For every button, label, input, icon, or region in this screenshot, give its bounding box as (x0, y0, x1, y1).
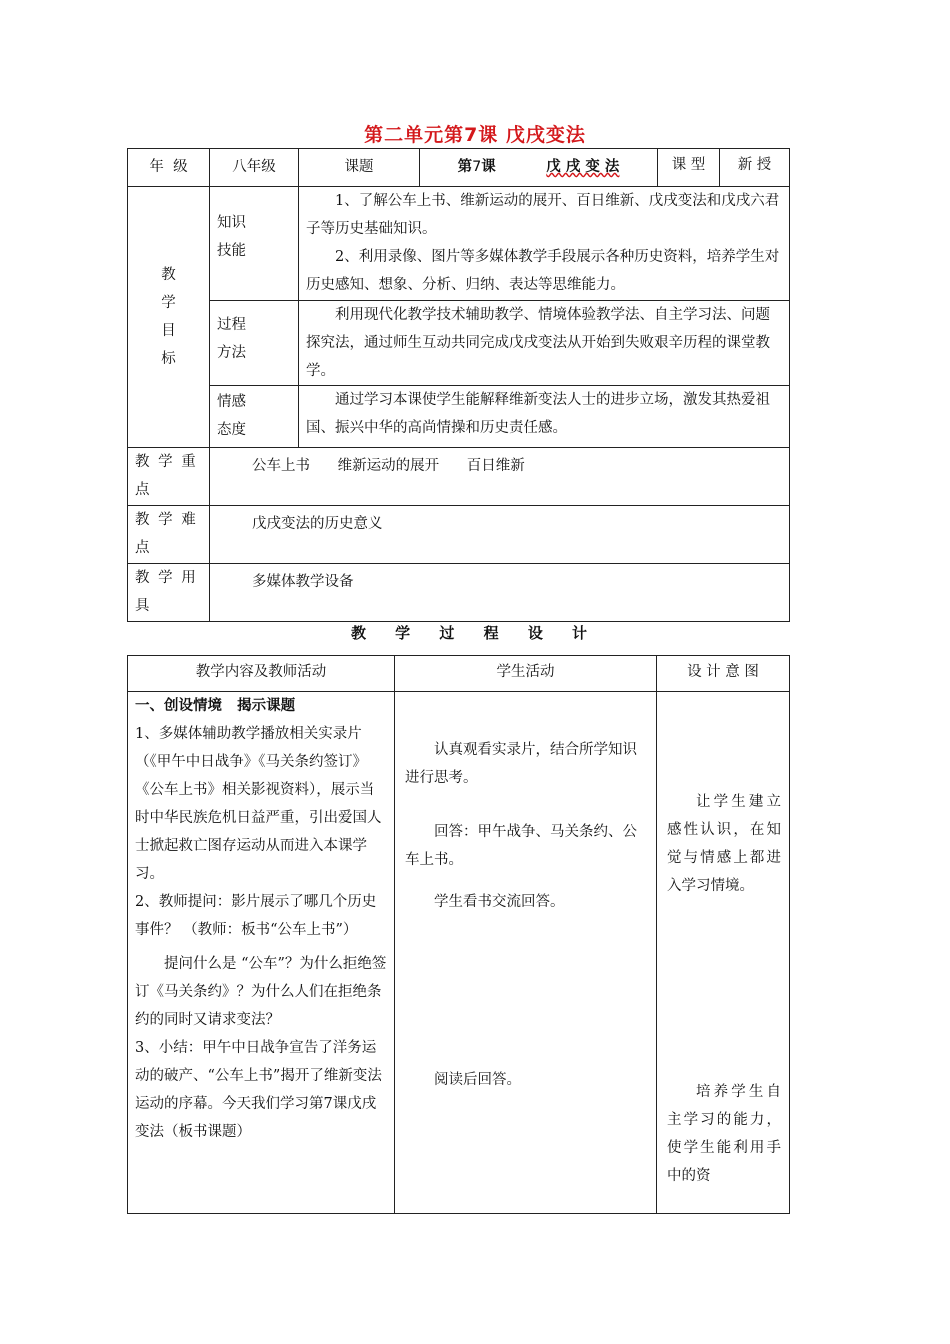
difficult-value: 戊戌变法的历史意义 (210, 506, 790, 564)
intent-item: 培养学生自主学习的能力，使学生能利用手中的资 (667, 1084, 781, 1184)
lesson-overview-table (127, 148, 790, 622)
goal-row-attitude (128, 386, 790, 448)
student-item: 阅读后回答。 (434, 1072, 521, 1088)
type-label: 课 型 (658, 149, 720, 187)
topic-name (546, 159, 619, 175)
teacher-activity-cell (128, 692, 395, 1214)
tools-label: 教 学 用 具 (128, 564, 210, 622)
goal-label-line: 情感 (217, 394, 246, 410)
topic-prefix: 第 (457, 159, 473, 175)
topic-suffix: 课 (481, 159, 496, 175)
process-body-row (128, 692, 790, 1214)
topic-number: 7 (472, 159, 482, 175)
goal-label-line: 过程 (217, 317, 246, 333)
goal-text: 通过学习本课使学生能解释维新变法人士的进步立场，激发其热爱祖国、振兴中华的高尚情操和历史责任感。 (306, 392, 770, 436)
goal-text: 2、利用录像、图片等多媒体教学手段展示各种历史资料，培养学生对历史感知、想象、分析、归纳、表达等思维能力。 (306, 249, 780, 293)
goal-text: 1、了解公车上书、维新运动的展开、百日维新、戊戌变法和戊戌六君子等历史基础知识。 (306, 193, 780, 237)
key-value: 公车上书 维新运动的展开 百日维新 (210, 448, 790, 506)
teacher-item: 2、教师提问：影片展示了哪几个历史事件？ （教师：板书“公车上书”） (135, 894, 377, 938)
goal-label-attitude (210, 386, 299, 448)
grade-label: 年 级 (128, 149, 210, 187)
intent-item: 让学生建立感性认识，在知觉与情感上都进入学习情境。 (667, 794, 781, 894)
student-activity-cell (395, 692, 657, 1214)
goal-text-process (299, 301, 790, 386)
topic-value (420, 149, 658, 187)
key-label: 教 学 重 点 (128, 448, 210, 506)
student-item: 回答：甲午战争、马关条约、公车上书。 (405, 824, 637, 868)
student-item: 认真观看实录片，结合所学知识进行思考。 (405, 742, 637, 786)
process-header-row (128, 656, 790, 692)
key-row (128, 448, 790, 506)
teaching-process-table (127, 655, 790, 1214)
tools-row (128, 564, 790, 622)
col-header-teacher: 教学内容及教师活动 (128, 656, 395, 692)
goals-label-char: 教 (161, 267, 176, 283)
teacher-item: 3、小结：甲午中日战争宣告了洋务运动的破产、“公车上书”揭开了维新变法运动的序幕。今天我们学习第7课戊戌变法（板书课题） (135, 1040, 382, 1140)
col-header-student: 学生活动 (395, 656, 657, 692)
difficult-row (128, 506, 790, 564)
student-item: 学生看书交流回答。 (434, 894, 565, 910)
goal-label-line: 态度 (217, 422, 246, 438)
goal-text-attitude (299, 386, 790, 448)
goal-text: 利用现代化教学技术辅助教学、情境体验教学法、自主学习法、问题探究法，通过师生互动共同完成戊戌变法从开始到失败艰辛历程的课堂教学。 (306, 307, 770, 379)
goal-row-knowledge (128, 187, 790, 301)
goal-label-line: 方法 (217, 345, 246, 361)
goals-label (128, 187, 210, 448)
goals-label-char: 学 (161, 295, 176, 311)
teacher-item: 1、多媒体辅助教学播放相关实录片（《甲午中日战争》《马关条约签订》《公车上书》相关影视资料），展示当时中华民族危机日益严重，引出爱国人士掀起救亡图存运动从而进入本课学习。 (135, 726, 382, 882)
topic-name-text: 戊 戌 变 法 (546, 159, 620, 175)
type-value: 新 授 (720, 149, 790, 187)
goal-label-line: 技能 (217, 243, 246, 259)
document-title: 第二单元第7课 戊戌变法 (364, 124, 586, 146)
section-title: 一、创设情境 揭示课题 (135, 698, 296, 714)
difficult-label: 教 学 难 点 (128, 506, 210, 564)
overview-row-header (128, 149, 790, 187)
process-heading: 教 学 过 程 设 计 (350, 624, 600, 642)
goal-label-line: 知识 (217, 215, 246, 231)
col-header-intent: 设 计 意 图 (657, 656, 790, 692)
goals-label-char: 目 (161, 323, 176, 339)
topic-label: 课题 (299, 149, 420, 187)
tools-value: 多媒体教学设备 (210, 564, 790, 622)
grade-value: 八年级 (210, 149, 299, 187)
goal-row-process (128, 301, 790, 386)
goal-text-knowledge (299, 187, 790, 301)
goal-label-knowledge (210, 187, 299, 301)
design-intent-cell (657, 692, 790, 1214)
goals-label-char: 标 (161, 351, 176, 367)
goal-label-process (210, 301, 299, 386)
teacher-item: 提问什么是 “公车”？为什么拒绝签订《马关条约》？为什么人们在拒绝条约的同时又请求变法？ (135, 956, 387, 1028)
